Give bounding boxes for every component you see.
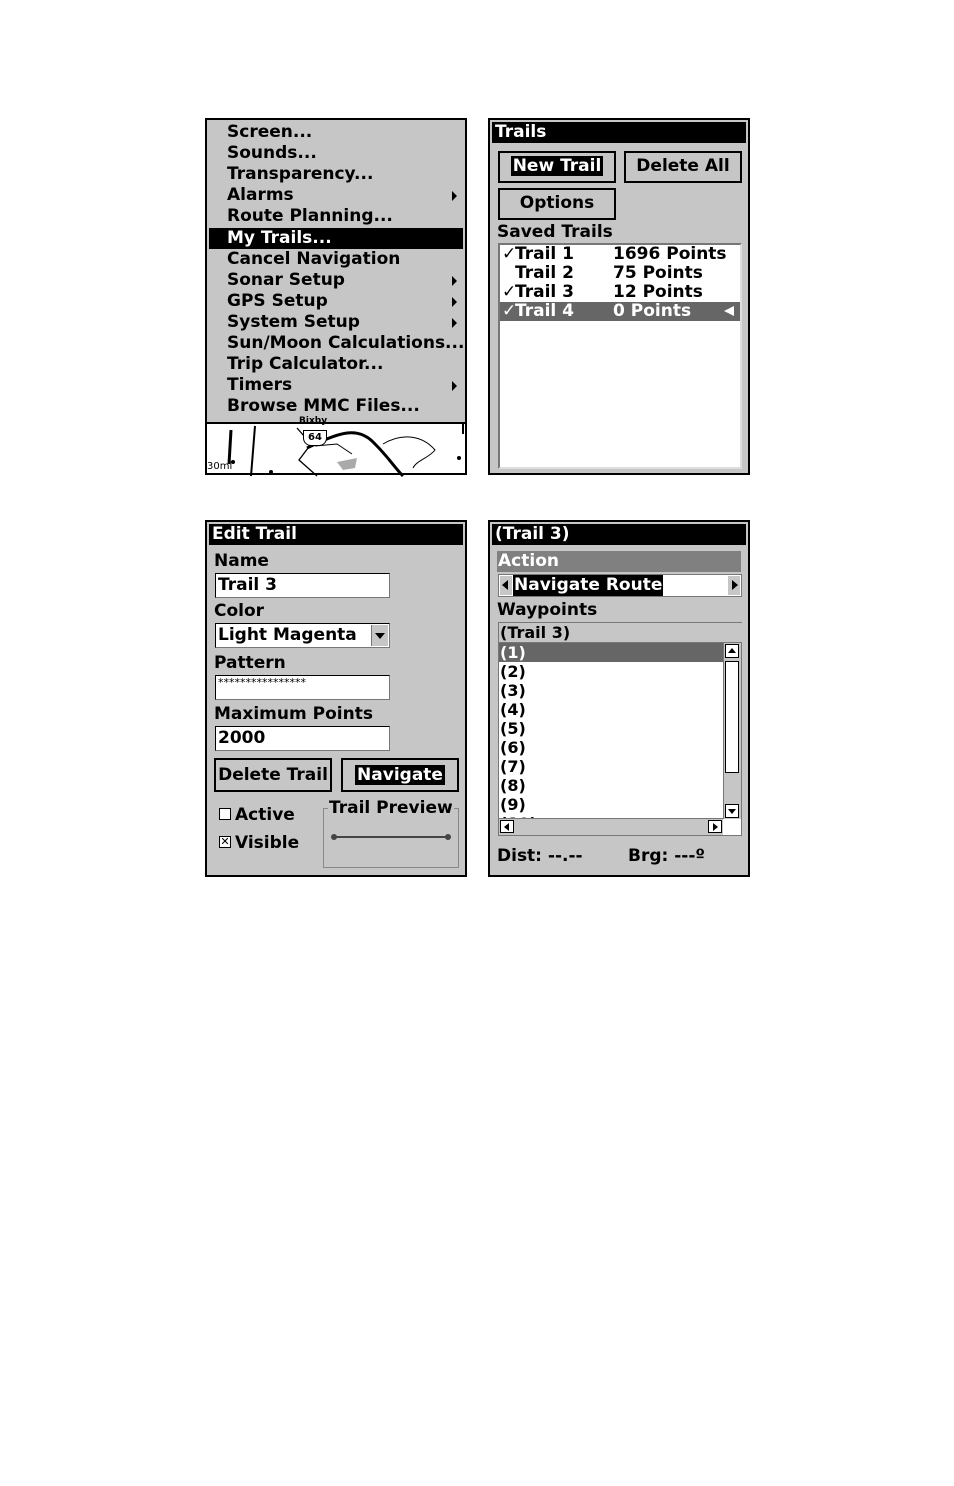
trails-panel xyxy=(488,118,750,475)
menu-item[interactable] xyxy=(209,333,463,354)
waypoint-row[interactable]: (3) xyxy=(500,681,526,700)
menu-item[interactable] xyxy=(209,228,463,249)
trail-row[interactable] xyxy=(500,302,740,321)
menu-item-label: GPS Setup xyxy=(227,290,328,311)
waypoints-list-header: (Trail 3) xyxy=(499,623,742,643)
color-select[interactable] xyxy=(215,623,390,648)
color-value: Light Magenta xyxy=(218,625,357,645)
scroll-thumb[interactable] xyxy=(725,661,739,773)
arrow-left-icon[interactable] xyxy=(500,576,512,595)
menu-item[interactable] xyxy=(209,164,463,185)
options-button[interactable] xyxy=(498,188,616,220)
checkmark-icon: ✓ xyxy=(502,282,517,302)
menu-item-label: My Trails... xyxy=(227,227,332,248)
menu-item-label: Transparency... xyxy=(227,164,374,185)
trail-points: 0 Points xyxy=(613,301,692,321)
name-label: Name xyxy=(214,551,269,571)
trail-preview-label: Trail Preview xyxy=(329,798,453,818)
menu-item[interactable] xyxy=(209,185,463,206)
edit-trail-title: Edit Trail xyxy=(209,524,463,545)
menu-item[interactable] xyxy=(209,354,463,375)
active-checkbox[interactable] xyxy=(219,808,231,820)
menu-item[interactable] xyxy=(209,206,463,227)
road-shield: 64 xyxy=(303,430,327,446)
action-selector[interactable] xyxy=(498,574,742,597)
waypoint-row[interactable]: (8) xyxy=(500,776,526,795)
menu-item[interactable] xyxy=(209,143,463,164)
navigate-label: Navigate xyxy=(357,765,443,785)
submenu-arrow-icon xyxy=(452,318,457,328)
scroll-down-icon[interactable] xyxy=(725,804,739,818)
trails-title: Trails xyxy=(492,122,746,143)
delete-trail-label: Delete Trail xyxy=(218,765,328,785)
navigate-button[interactable] xyxy=(341,758,459,792)
scroll-right-icon[interactable] xyxy=(708,820,722,833)
trail3-panel xyxy=(488,520,750,877)
map-place-label: Bixby xyxy=(299,416,328,426)
menu-item[interactable] xyxy=(209,249,463,270)
menu-item[interactable] xyxy=(209,312,463,333)
visible-label: Visible xyxy=(235,833,300,853)
options-label: Options xyxy=(519,193,595,213)
map-preview xyxy=(207,416,465,473)
menu-item-label: Sonar Setup xyxy=(227,269,345,290)
checkmark-icon: ✓ xyxy=(502,301,517,321)
new-trail-button[interactable] xyxy=(498,151,616,183)
scroll-left-icon[interactable] xyxy=(500,820,514,833)
scroll-up-icon[interactable] xyxy=(725,644,739,658)
waypoint-row[interactable]: (9) xyxy=(500,795,526,814)
waypoint-row[interactable]: (1) xyxy=(499,643,724,662)
menu-item-label: Trip Calculator... xyxy=(227,354,384,375)
main-menu-panel xyxy=(205,118,467,475)
trail-name: Trail 4 xyxy=(515,301,574,321)
menu-item-label: Alarms xyxy=(227,185,294,206)
menu-item-label: Timers xyxy=(227,375,293,396)
menu-item[interactable] xyxy=(209,375,463,396)
trail3-title: (Trail 3) xyxy=(492,524,746,545)
max-points-field[interactable]: 2000 xyxy=(215,726,390,751)
horizontal-scrollbar[interactable] xyxy=(499,818,723,835)
new-trail-label: New Trail xyxy=(512,156,602,176)
menu-item-label: Sun/Moon Calculations... xyxy=(227,333,465,353)
active-label: Active xyxy=(235,805,295,825)
brg-readout: Brg: ---º xyxy=(628,846,705,866)
arrow-right-icon[interactable] xyxy=(728,576,740,595)
delete-all-button[interactable] xyxy=(624,151,742,183)
checkmark-icon: ✓ xyxy=(502,244,517,264)
waypoint-row[interactable]: (5) xyxy=(500,719,526,738)
menu-item-label: Screen... xyxy=(227,122,313,142)
menu-item[interactable] xyxy=(209,291,463,312)
chevron-down-icon[interactable] xyxy=(371,625,388,646)
waypoints-list[interactable] xyxy=(498,622,742,836)
vertical-scrollbar[interactable] xyxy=(723,643,741,819)
delete-all-label: Delete All xyxy=(636,156,730,176)
trail-row[interactable] xyxy=(500,264,740,283)
submenu-arrow-icon xyxy=(452,276,457,286)
menu-item[interactable] xyxy=(209,396,463,417)
menu-item-label: Sounds... xyxy=(227,143,317,164)
menu-item-label: Route Planning... xyxy=(227,206,393,227)
dist-readout: Dist: --.-- xyxy=(497,846,583,866)
edit-trail-panel xyxy=(205,520,467,877)
max-points-label: Maximum Points xyxy=(214,704,373,724)
waypoint-row[interactable]: (4) xyxy=(500,700,526,719)
trail-row[interactable] xyxy=(500,245,740,264)
saved-trails-label: Saved Trails xyxy=(497,222,613,242)
menu-item[interactable] xyxy=(209,270,463,291)
pointer-arrow-icon xyxy=(724,306,734,316)
trail-name: Trail 3 xyxy=(515,282,574,302)
delete-trail-button[interactable] xyxy=(214,758,332,792)
trail-row[interactable] xyxy=(500,283,740,302)
submenu-arrow-icon xyxy=(452,191,457,201)
menu-item-label: Cancel Navigation xyxy=(227,248,401,269)
menu-item-label: System Setup xyxy=(227,311,360,332)
waypoints-label: Waypoints xyxy=(497,600,598,620)
trail-points: 1696 Points xyxy=(613,244,727,264)
color-label: Color xyxy=(214,601,265,621)
name-field[interactable]: Trail 3 xyxy=(215,573,390,598)
visible-checkbox[interactable]: ✕ xyxy=(220,835,230,848)
action-header: Action xyxy=(497,551,741,572)
trail-points: 12 Points xyxy=(613,282,703,302)
waypoint-row[interactable]: (6) xyxy=(500,738,526,757)
pattern-field[interactable]: **************** xyxy=(215,675,390,700)
waypoint-row[interactable]: (2) xyxy=(500,662,526,681)
trail-name: Trail 1 xyxy=(515,244,574,264)
submenu-arrow-icon xyxy=(452,381,457,391)
menu-item-label: Browse MMC Files... xyxy=(227,396,420,417)
submenu-arrow-icon xyxy=(452,297,457,307)
waypoint-row[interactable]: (7) xyxy=(500,757,526,776)
trail-points: 75 Points xyxy=(613,263,703,283)
menu-item[interactable] xyxy=(209,122,463,143)
action-value: Navigate Route xyxy=(514,575,663,595)
map-scale-label: 30mi xyxy=(207,461,233,472)
trail-name: Trail 2 xyxy=(515,263,574,283)
saved-trails-list[interactable] xyxy=(498,243,742,469)
pattern-label: Pattern xyxy=(214,653,286,673)
map-graphic xyxy=(207,424,465,476)
